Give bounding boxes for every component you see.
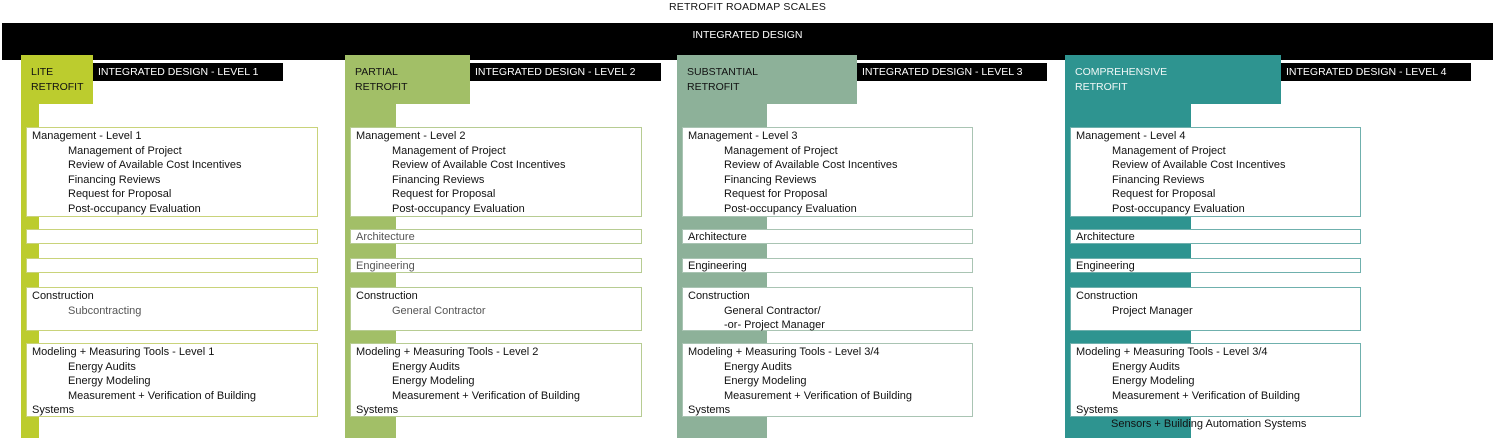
management-box — [1070, 127, 1361, 217]
modeling-title: Modeling + Measuring Tools - Level 2 — [356, 346, 539, 358]
modeling-tail: Systems — [32, 404, 75, 417]
construction-title: Construction — [1076, 290, 1138, 302]
modeling-box — [682, 343, 973, 417]
management-item: Management of Project — [392, 144, 506, 157]
management-title: Management - Level 2 — [356, 130, 466, 142]
management-item: Management of Project — [68, 144, 182, 157]
modeling-item: Measurement + Verification of Building — [1112, 389, 1301, 402]
retrofit-tab-line1: SUBSTANTIAL — [687, 66, 758, 78]
page-title: RETROFIT ROADMAP SCALES — [668, 1, 827, 13]
retrofit-tab-line1: LITE — [31, 66, 54, 78]
architecture-label: Architecture — [1076, 231, 1135, 243]
management-item: Review of Available Cost Incentives — [724, 159, 898, 172]
modeling-item: Energy Modeling — [724, 375, 807, 388]
modeling-item: Measurement + Verification of Building — [68, 389, 257, 402]
construction-box — [26, 287, 318, 331]
management-item: Review of Available Cost Incentives — [1112, 159, 1286, 172]
modeling-title: Modeling + Measuring Tools - Level 3/4 — [688, 346, 880, 358]
engineering-box — [682, 258, 973, 273]
integrated-design-bar: INTEGRATED DESIGN — [2, 23, 1493, 60]
retrofit-tab-line2: RETROFIT — [687, 81, 740, 93]
modeling-item: Energy Modeling — [392, 375, 475, 388]
modeling-box — [1070, 343, 1361, 417]
architecture-box — [682, 229, 973, 244]
engineering-label: Engineering — [356, 260, 415, 272]
modeling-tail: Systems — [1076, 404, 1119, 417]
construction-item: Subcontracting — [68, 304, 142, 317]
integrated-design-level-label: INTEGRATED DESIGN - LEVEL 2 — [470, 63, 661, 81]
construction-box — [1070, 287, 1361, 331]
architecture-label: Architecture — [356, 231, 415, 243]
modeling-item: Measurement + Verification of Building — [724, 389, 913, 402]
retrofit-tab-line1: COMPREHENSIVE — [1075, 66, 1168, 78]
architecture-box — [26, 229, 318, 244]
engineering-box — [26, 258, 318, 273]
retrofit-tab-line2: RETROFIT — [1075, 81, 1128, 93]
retrofit-tab — [21, 55, 93, 104]
modeling-extra-item: Sensors + Building Automation Systems — [1111, 418, 1307, 430]
management-item: Request for Proposal — [1112, 188, 1216, 201]
construction-item: General Contractor/ — [724, 304, 821, 317]
management-item: Financing Reviews — [392, 173, 485, 186]
management-item: Request for Proposal — [724, 188, 828, 201]
management-item: Financing Reviews — [68, 173, 161, 186]
retrofit-tab — [677, 55, 857, 104]
construction-item: -or- Project Manager — [724, 319, 825, 332]
architecture-box — [1070, 229, 1361, 244]
management-box — [682, 127, 973, 217]
management-item: Post-occupancy Evaluation — [724, 202, 857, 215]
retrofit-tab-line2: RETROFIT — [31, 81, 84, 93]
construction-item: General Contractor — [392, 304, 486, 317]
management-item: Request for Proposal — [392, 188, 496, 201]
modeling-item: Energy Audits — [392, 360, 460, 373]
management-title: Management - Level 3 — [688, 130, 798, 142]
construction-title: Construction — [356, 290, 418, 302]
retrofit-tab — [1065, 55, 1281, 104]
management-item: Management of Project — [1112, 144, 1226, 157]
modeling-item: Energy Audits — [724, 360, 792, 373]
integrated-design-level-label: INTEGRATED DESIGN - LEVEL 1 — [93, 63, 283, 81]
management-box — [26, 127, 318, 217]
management-item: Financing Reviews — [1112, 173, 1205, 186]
management-item: Request for Proposal — [68, 188, 172, 201]
modeling-tail: Systems — [688, 404, 731, 417]
construction-title: Construction — [32, 290, 94, 302]
construction-item: Project Manager — [1112, 304, 1193, 317]
management-title: Management - Level 4 — [1076, 130, 1186, 142]
engineering-label: Engineering — [688, 260, 747, 272]
integrated-design-level-label: INTEGRATED DESIGN - LEVEL 4 — [1281, 63, 1471, 81]
construction-title: Construction — [688, 290, 750, 302]
engineering-box — [1070, 258, 1361, 273]
modeling-item: Energy Audits — [68, 360, 136, 373]
management-item: Post-occupancy Evaluation — [68, 202, 201, 215]
retrofit-tab — [345, 55, 470, 104]
construction-box — [682, 287, 973, 331]
management-title: Management - Level 1 — [32, 130, 142, 142]
modeling-box — [350, 343, 642, 417]
engineering-label: Engineering — [1076, 260, 1135, 272]
retrofit-tab-line2: RETROFIT — [355, 81, 408, 93]
management-item: Management of Project — [724, 144, 838, 157]
architecture-label: Architecture — [688, 231, 747, 243]
management-box — [350, 127, 642, 217]
integrated-design-level-label: INTEGRATED DESIGN - LEVEL 3 — [857, 63, 1047, 81]
modeling-item: Energy Modeling — [1112, 375, 1195, 388]
management-item: Financing Reviews — [724, 173, 817, 186]
modeling-item: Energy Modeling — [68, 375, 151, 388]
management-item: Review of Available Cost Incentives — [392, 159, 566, 172]
management-item: Review of Available Cost Incentives — [68, 159, 242, 172]
modeling-item: Energy Audits — [1112, 360, 1180, 373]
modeling-tail: Systems — [356, 404, 399, 417]
management-item: Post-occupancy Evaluation — [1112, 202, 1245, 215]
architecture-box — [350, 229, 642, 244]
retrofit-tab-line1: PARTIAL — [355, 66, 398, 78]
modeling-box — [26, 343, 318, 417]
modeling-item: Measurement + Verification of Building — [392, 389, 581, 402]
construction-box — [350, 287, 642, 331]
management-item: Post-occupancy Evaluation — [392, 202, 525, 215]
modeling-title: Modeling + Measuring Tools - Level 3/4 — [1076, 346, 1268, 358]
engineering-box — [350, 258, 642, 273]
modeling-title: Modeling + Measuring Tools - Level 1 — [32, 346, 215, 358]
